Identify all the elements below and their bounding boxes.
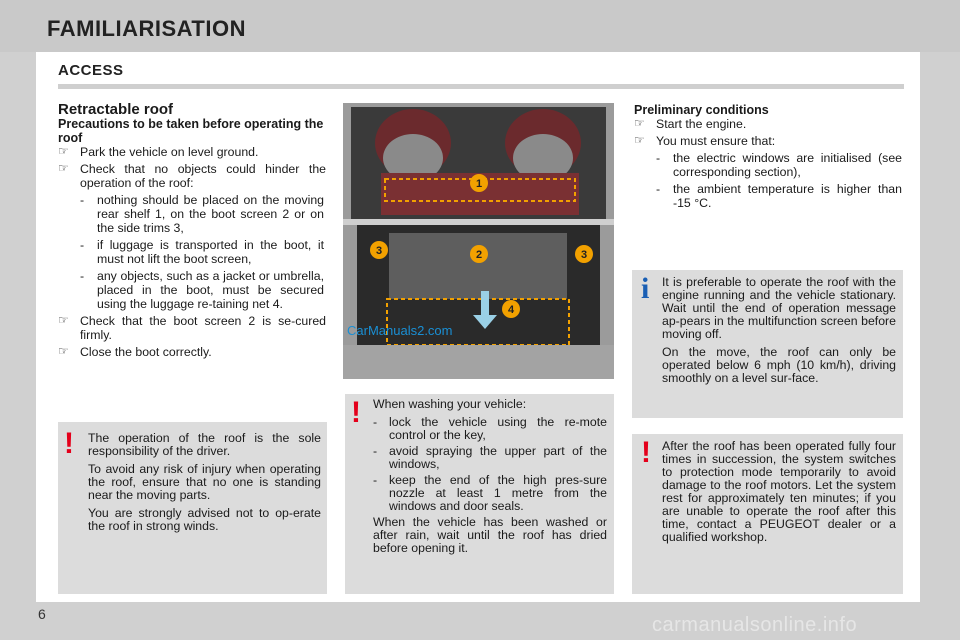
washing-note-text: When washing your vehicle: - lock the vehicle using the re-mote control or the key, - avoid spraying the upper part of the windows, - keep the end of the high pres-sure nozzle at least 1 metre from the windows and door seals. When the vehicle has been washed or after rain, wait until the roof has dried before opening it. xyxy=(373,397,607,555)
pointing-hand-icon: ☞ xyxy=(58,144,69,158)
retractable-roof-heading: Retractable roof xyxy=(58,101,174,118)
pointing-hand-icon: ☞ xyxy=(58,344,69,358)
callout-4 xyxy=(502,300,520,318)
protection-note-text: After the roof has been operated fully four times in succession, the system switches to protection mode temporarily to avoid damage to the roof motors. Let the system rest for approximately ten minutes; if you are unable to operate the roof after this time, contact a PEUGEOT dealer or a qualified workshop. xyxy=(662,439,896,544)
callout-3-right xyxy=(575,245,593,263)
list-item: - lock the vehicle using the re-mote control or the key, xyxy=(373,415,607,442)
left-column xyxy=(58,103,326,362)
warning-note-text: The operation of the roof is the sole responsibility of the driver. To avoid any risk of injury when operating the roof, ensure that no one is standing near the moving parts. You are strongly advised not to op-erate the roof in strong winds. xyxy=(88,431,321,533)
callout-2 xyxy=(470,245,488,263)
list-item: ☞ Park the vehicle on level ground. xyxy=(58,144,259,159)
callout-3-left xyxy=(370,241,388,259)
warning-icon: ! xyxy=(351,396,361,429)
pointing-hand-icon: ☞ xyxy=(58,313,69,327)
list-item: ☞ Start the engine. xyxy=(634,116,747,131)
section-title: ACCESS xyxy=(58,62,124,79)
header-title: FAMILIARISATION xyxy=(47,16,246,41)
preliminary-conditions-heading: Preliminary conditions xyxy=(634,103,769,117)
list-item: - the electric windows are initialised (see corresponding section), xyxy=(656,151,902,179)
site-watermark: carmanualsonline.info xyxy=(652,614,858,636)
list-item: - any objects, such as a jacket or umbrella, placed in the boot, must be secured using the luggage re-taining net 4. xyxy=(80,269,324,311)
info-icon: i xyxy=(641,272,650,305)
warning-icon: ! xyxy=(641,436,651,469)
info-note-text: It is preferable to operate the roof with the engine running and the vehicle stationary. Wait until the end of operation message ap-pears in the multifunction screen before moving off. On the move, the roof can only be operated below 6 mph (10 km/h), driving smoothly on a level sur-face. xyxy=(662,275,896,385)
pointing-hand-icon: ☞ xyxy=(634,133,645,147)
svg-text:2: 2 xyxy=(475,249,483,261)
svg-text:3: 3 xyxy=(375,245,383,257)
section-divider xyxy=(58,84,904,89)
list-item: - keep the end of the high pres-sure nozzle at least 1 metre from the windows and door seals. xyxy=(373,473,607,513)
list-item: - nothing should be placed on the moving rear shelf 1, on the boot screen 2 or on the side trims 3, xyxy=(80,193,324,235)
page-header xyxy=(0,0,960,52)
precautions-heading: Precautions to be taken before operating the roof xyxy=(58,117,324,145)
list-item: - if luggage is transported in the boot, it must not lift the boot screen, xyxy=(80,238,324,266)
pointing-hand-icon: ☞ xyxy=(634,116,645,130)
warning-icon: ! xyxy=(64,427,74,460)
list-item: ☞ You must ensure that: xyxy=(634,133,776,148)
page-number: 6 xyxy=(38,606,46,622)
callout-1 xyxy=(470,174,488,192)
boot-photo xyxy=(343,103,614,379)
list-item: ☞ Close the boot correctly. xyxy=(58,344,212,359)
svg-text:1: 1 xyxy=(475,178,483,190)
right-column xyxy=(634,103,904,213)
list-item: ☞ Check that the boot screen 2 is se-cured firmly. xyxy=(58,313,326,342)
photo-watermark: CarManuals2.com xyxy=(347,323,453,338)
pointing-hand-icon: ☞ xyxy=(58,161,69,175)
list-item: - avoid spraying the upper part of the windows, xyxy=(373,444,607,471)
svg-text:3: 3 xyxy=(580,249,588,261)
svg-text:4: 4 xyxy=(507,304,515,316)
list-item: ☞ Check that no objects could hinder the operation of the roof: xyxy=(58,161,326,190)
list-item: - the ambient temperature is higher than -15 °C. xyxy=(656,182,902,210)
